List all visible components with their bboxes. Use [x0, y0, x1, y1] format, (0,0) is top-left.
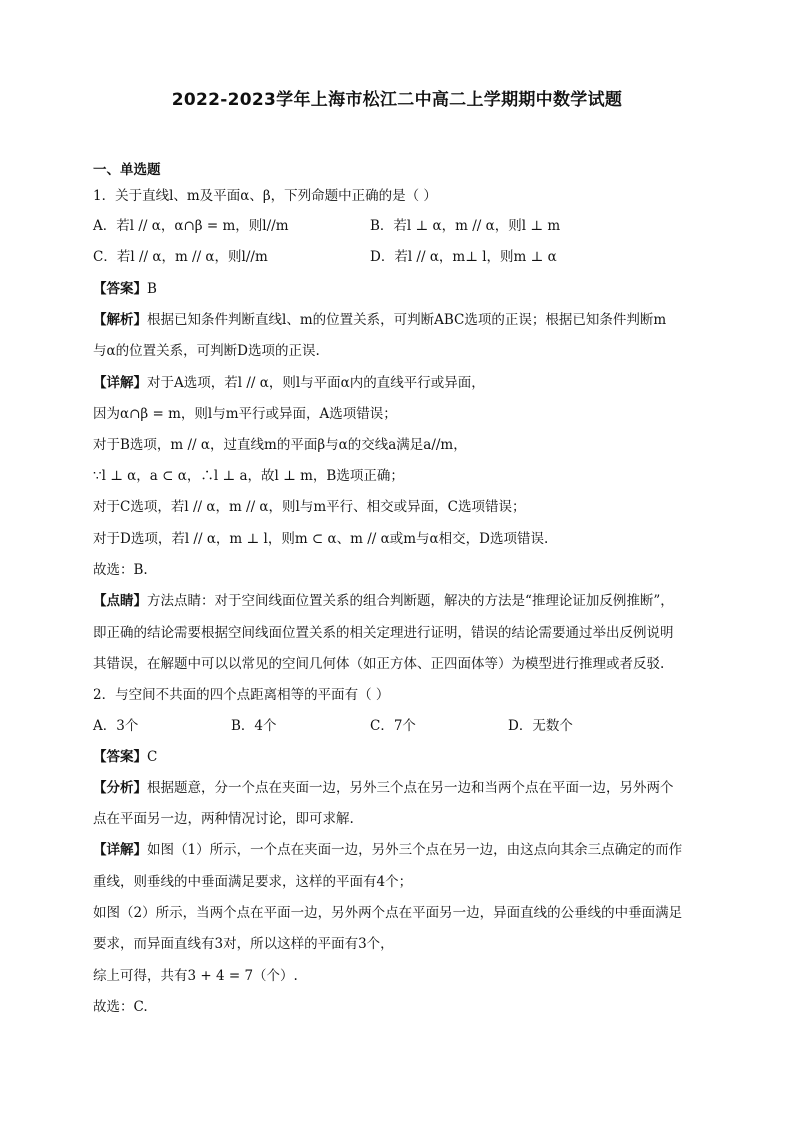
- detail-tag: 【详解】: [93, 375, 147, 391]
- analysis-text: 根据题意，分一个点在夹面一边，另外三个点在另一边和当两个点在平面一边，另外两个: [147, 780, 674, 796]
- q2-detail-line-4: 要求，而异面直线有3对，所以这样的平面有3个，: [93, 936, 394, 952]
- q1-analysis-line-2: 与α的位置关系，可判断D选项的正误.: [93, 343, 320, 359]
- q1-option-b: B．若l ⊥ α，m // α，则l ⊥ m: [370, 218, 561, 234]
- detail-tag: 【详解】: [93, 842, 147, 858]
- q1-detail-line-1: [93, 373, 485, 393]
- detail-text: 对于A选项，若l // α，则l与平面α内的直线平行或异面，: [147, 375, 485, 391]
- q2-detail-line-1: [93, 840, 682, 860]
- q1-comment-line-3: 其错误，在解题中可以以常见的空间几何体（如正方体、正四面体等）为模型进行推理或者反驳.: [93, 656, 665, 672]
- q1-comment-line-1: [93, 591, 674, 611]
- answer-tag: 【答案】: [93, 281, 147, 297]
- analysis-tag: 【分析】: [93, 780, 147, 796]
- answer-value: C: [147, 749, 158, 765]
- page-title: 2022-2023学年上海市松江二中高二上学期期中数学试题: [171, 90, 623, 110]
- analysis-tag: 【解析】: [93, 312, 147, 328]
- q1-option-c: C．若l // α，m // α，则l//m: [93, 249, 268, 265]
- q2-option-a: A．3个: [93, 718, 139, 734]
- q1-options-row-1: [93, 216, 693, 236]
- comment-tag: 【点睛】: [93, 593, 147, 609]
- comment-text: 方法点睛：对于空间线面位置关系的组合判断题，解决的方法是“推理论证加反例推断”，: [147, 593, 674, 609]
- q2-choose: 故选：C.: [93, 999, 148, 1015]
- q1-comment-line-2: 即正确的结论需要根据空间线面位置关系的相关定理进行证明，错误的结论需要通过举出反例说明: [93, 625, 674, 641]
- q1-options-row-2: [93, 247, 693, 267]
- q2-detail-line-3: 如图（2）所示，当两个点在平面一边，另外两个点在平面另一边，异面直线的公垂线的中垂面满足: [93, 905, 683, 921]
- analysis-text: 根据已知条件判断直线l、m的位置关系，可判断ABC选项的正误；根据已知条件判断m: [147, 312, 667, 328]
- q2-stem: 2．与空间不共面的四个点距离相等的平面有（ ）: [93, 687, 390, 703]
- q2-option-d: D．无数个: [508, 718, 573, 734]
- q2-answer: [93, 747, 157, 767]
- q2-analysis-line-2: 点在平面另一边，两种情况讨论，即可求解.: [93, 811, 354, 827]
- q1-answer: [93, 279, 157, 299]
- q1-option-a: A．若l // α，α∩β = m，则l//m: [93, 218, 289, 234]
- q2-option-c: C．7个: [370, 718, 416, 734]
- q2-detail-line-5: 综上可得，共有3 + 4 = 7（个）.: [93, 968, 298, 984]
- answer-tag: 【答案】: [93, 749, 147, 765]
- section-heading: 一、单选题: [93, 162, 161, 178]
- detail-text: 如图（1）所示，一个点在夹面一边，另外三个点在另一边，由这点向其余三点确定的而作: [147, 842, 683, 858]
- q1-detail-line-2: 因为α∩β = m，则l与m平行或异面，A选项错误；: [93, 406, 397, 422]
- q2-option-b: B．4个: [231, 718, 277, 734]
- q1-detail-line-4: ∵l ⊥ α，a ⊂ α，∴l ⊥ a，故l ⊥ m，B选项正确；: [93, 468, 404, 484]
- q2-analysis-line-1: [93, 778, 674, 798]
- q1-option-d: D．若l // α，m⊥ l，则m ⊥ α: [370, 249, 557, 265]
- q2-options-row: [93, 716, 693, 736]
- q1-analysis-line-1: [93, 310, 666, 330]
- q1-choose: 故选：B.: [93, 562, 148, 578]
- q2-detail-line-2: 重线，则垂线的中垂面满足要求，这样的平面有4个；: [93, 874, 413, 890]
- q1-detail-line-3: 对于B选项，m // α，过直线m的平面β与α的交线a满足a//m，: [93, 437, 467, 453]
- q1-stem: 1．关于直线l、m及平面α、β，下列命题中正确的是（ ）: [93, 188, 437, 204]
- answer-value: B: [147, 281, 157, 297]
- q1-detail-line-5: 对于C选项，若l // α，m // α，则l与m平行、相交或异面，C选项错误；: [93, 499, 526, 515]
- q1-detail-line-6: 对于D选项，若l // α，m ⊥ l，则m ⊂ α、m // α或m与α相交，D选项错误.: [93, 531, 549, 547]
